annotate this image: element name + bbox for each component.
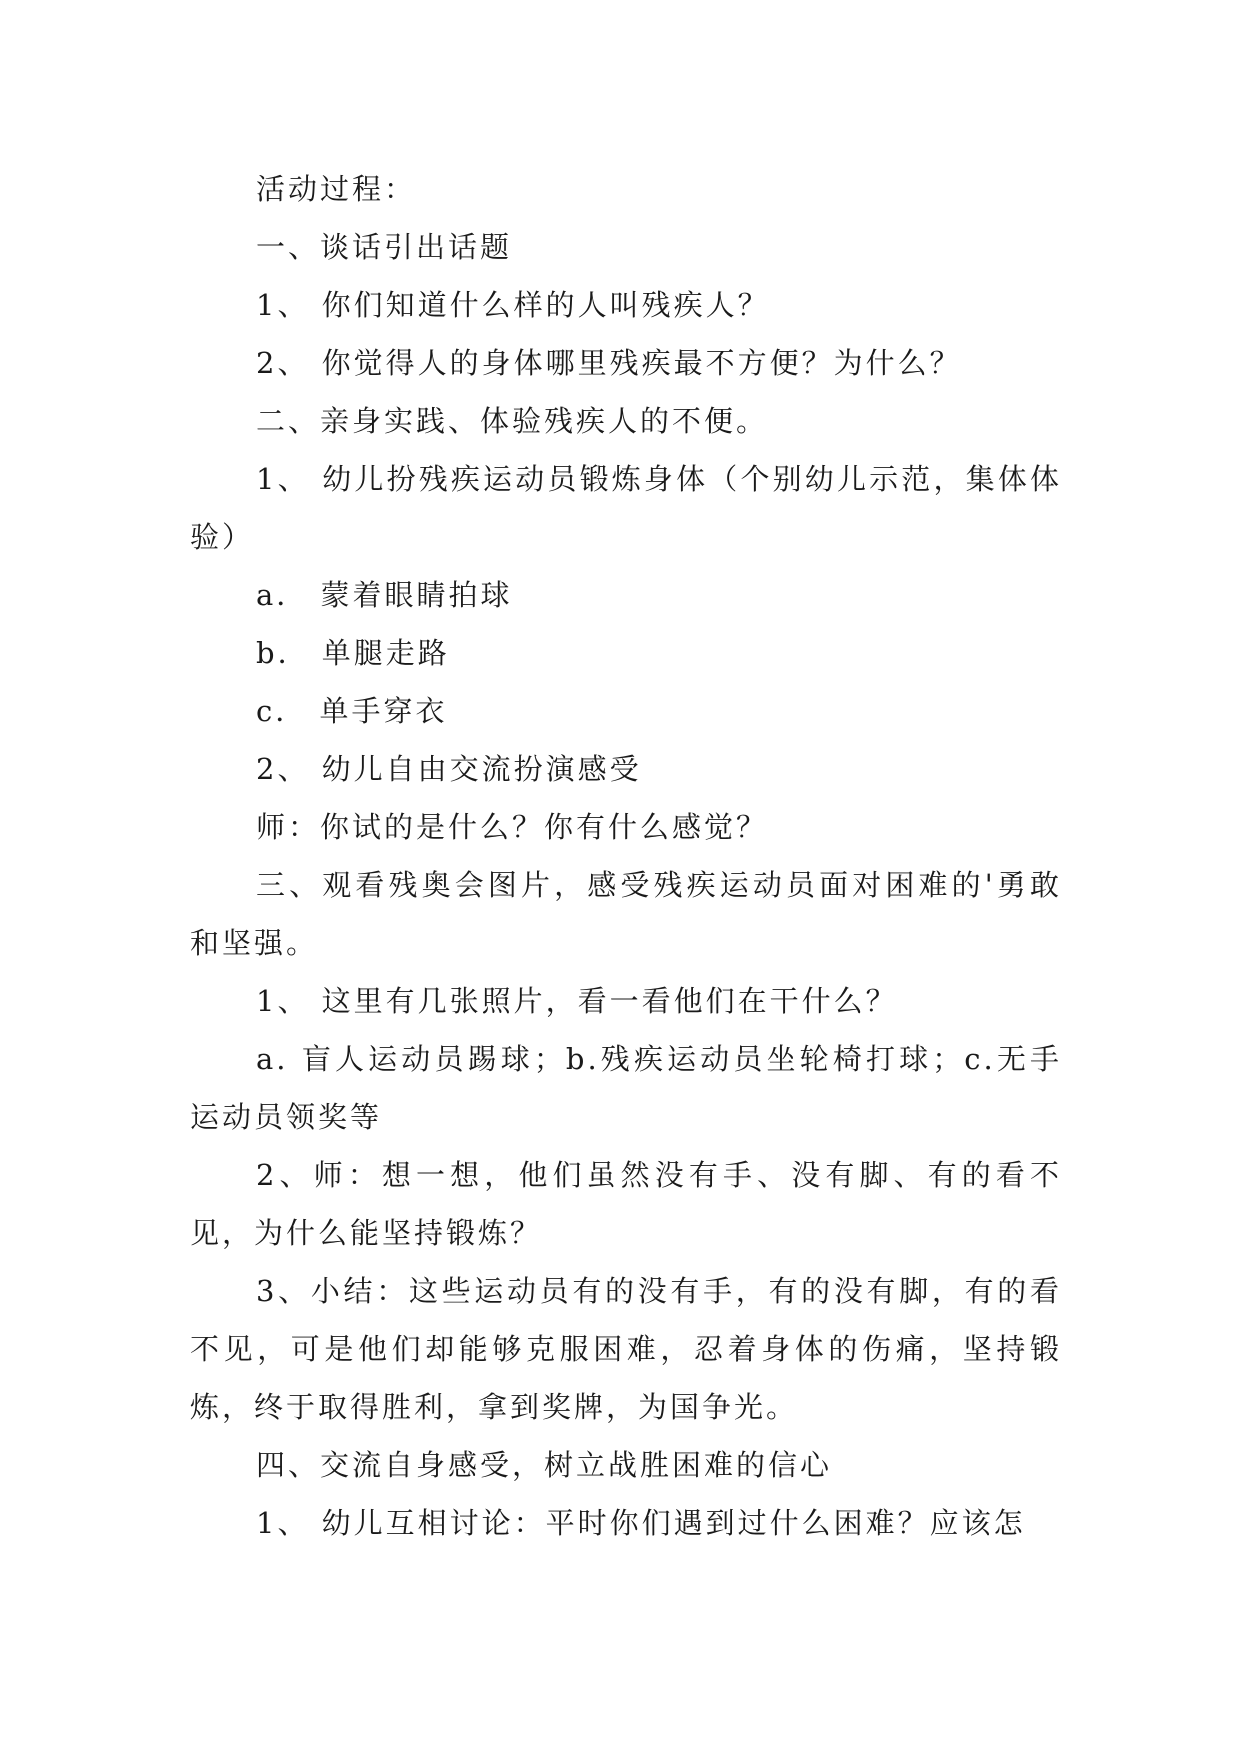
paragraph-question-1: 1、 你们知道什么样的人叫残疾人？ [256,288,770,322]
paragraph-section-three: 三、观看残奥会图片，感受残疾运动员面对困难的'勇敢和坚强。 [190,868,1062,960]
paragraph-section-one: 一、谈话引出话题 [256,230,513,264]
paragraph-summary: 3、小结：这些运动员有的没有手，有的没有脚，有的看不见，可是他们却能够克服困难，忍着身体的伤痛，坚持锻炼，终于取得胜利，拿到奖牌，为国争光。 [190,1274,1062,1424]
paragraph-photos-question: 1、 这里有几张照片，看一看他们在干什么？ [256,984,898,1018]
paragraph-section-two: 二、亲身实践、体验残疾人的不便。 [256,404,769,438]
paragraph-step-1: 1、 幼儿扮残疾运动员锻炼身体（个别幼儿示范，集体体验） [190,462,1062,554]
paragraph-discussion: 1、 幼儿互相讨论：平时你们遇到过什么困难？应该怎 [256,1506,1026,1540]
paragraph-question-2: 2、 你觉得人的身体哪里残疾最不方便？为什么？ [256,346,962,380]
document-body [190,160,1062,1552]
paragraph-activity-process: 活动过程： [256,172,417,206]
paragraph-item-a: a． 蒙着眼睛拍球 [256,578,513,612]
paragraph-teacher-question: 师：你试的是什么？你有什么感觉？ [256,810,769,844]
paragraph-teacher-think: 2、师：想一想，他们虽然没有手、没有脚、有的看不见，为什么能坚持锻炼？ [190,1158,1062,1250]
paragraph-step-2: 2、 幼儿自由交流扮演感受 [256,752,642,786]
paragraph-item-b: b． 单腿走路 [256,636,450,670]
paragraph-section-four: 四、交流自身感受，树立战胜困难的信心 [256,1448,833,1482]
paragraph-item-c: c． 单手穿衣 [256,694,448,728]
paragraph-photo-list: a. 盲人运动员踢球；b.残疾运动员坐轮椅打球；c.无手运动员领奖等 [190,1042,1062,1134]
